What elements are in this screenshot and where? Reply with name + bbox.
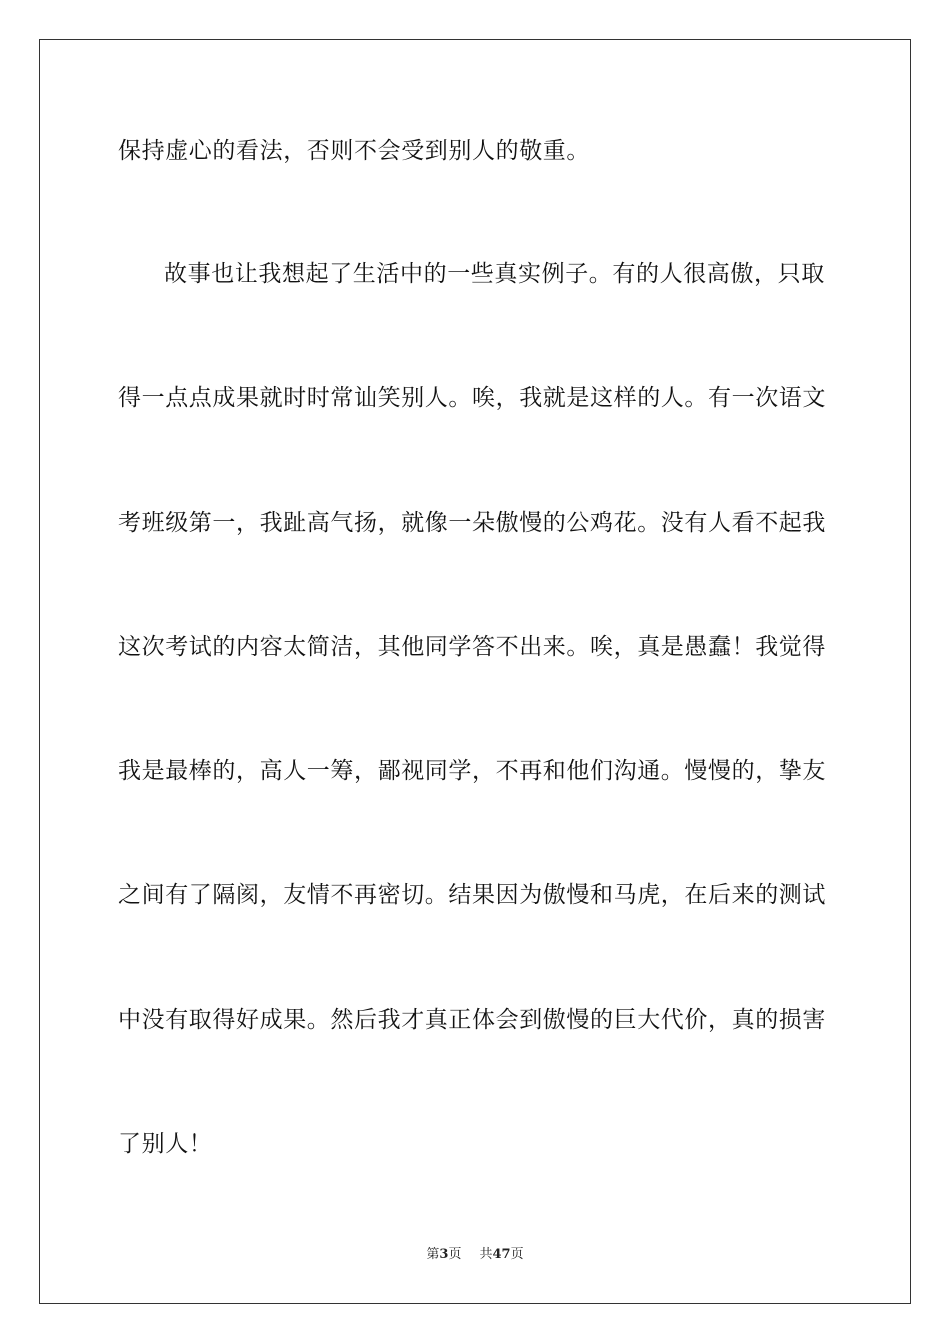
paragraph-line: 得一点点成果就时时常讪笑别人。唉，我就是这样的人。有一次语文 bbox=[118, 385, 826, 411]
paragraph-line: 中没有取得好成果。然后我才真正体会到傲慢的巨大代价，真的损害 bbox=[118, 1007, 826, 1033]
paragraph-line: 考班级第一，我趾高气扬，就像一朵傲慢的公鸡花。没有人看不起我 bbox=[118, 510, 826, 536]
paragraph-line: 我是最棒的，高人一筹，鄙视同学，不再和他们沟通。慢慢的，挚友 bbox=[118, 758, 826, 784]
paragraph-line: 故事也让我想起了生活中的一些真实例子。有的人很高傲，只取 bbox=[164, 261, 825, 287]
total-pages: 47 bbox=[492, 1247, 511, 1262]
total-prefix: 共 bbox=[479, 1247, 493, 1262]
page-border bbox=[39, 39, 911, 1304]
paragraph-line: 这次考试的内容太简洁，其他同学答不出来。唉，真是愚蠢！我觉得 bbox=[118, 634, 826, 660]
paragraph-line: 之间有了隔阂，友情不再密切。结果因为傲慢和马虎，在后来的测试 bbox=[118, 882, 826, 908]
page-footer bbox=[0, 1246, 950, 1264]
paragraph-line: 了别人！ bbox=[118, 1131, 213, 1157]
paragraph-line: 保持虚心的看法，否则不会受到别人的敬重。 bbox=[118, 138, 590, 164]
page-number: 3 bbox=[439, 1247, 449, 1262]
page-prefix: 第 bbox=[426, 1247, 440, 1262]
page-suffix: 页 bbox=[448, 1247, 462, 1262]
total-suffix: 页 bbox=[510, 1247, 524, 1262]
